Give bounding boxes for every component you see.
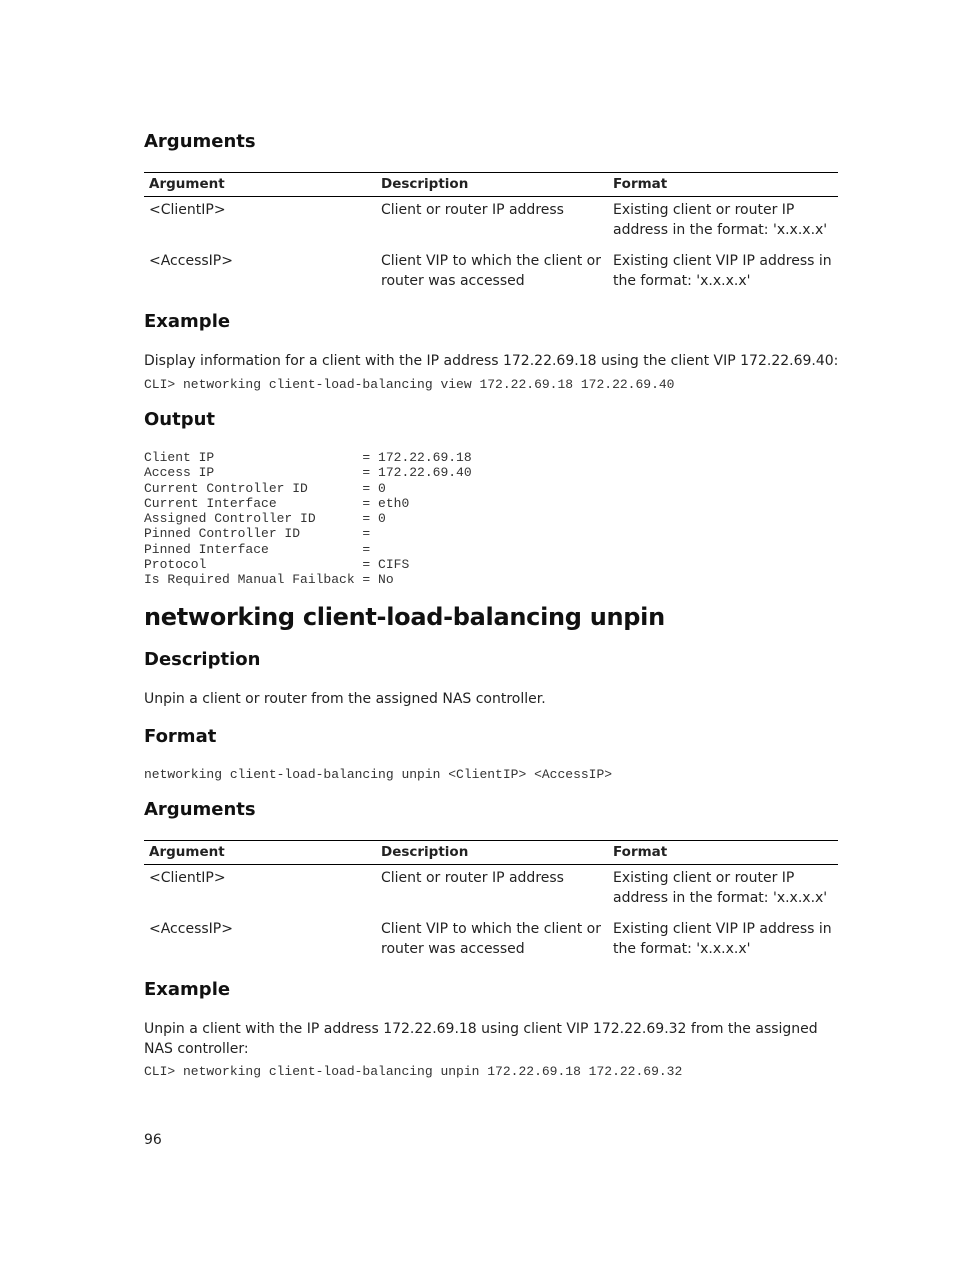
column-header: Argument	[144, 173, 376, 197]
table-cell: Existing client VIP IP address in the format: 'x.x.x.x'	[613, 921, 832, 957]
example-description: Display information for a client with the IP address 172.22.69.18 using the client VIP 172.22.69.40:	[144, 353, 839, 369]
table-row	[144, 916, 838, 967]
page-number: 96	[144, 1132, 162, 1148]
column-header: Argument	[144, 841, 376, 865]
description-text: Unpin a client or router from the assigned NAS controller.	[144, 691, 546, 707]
table-row	[144, 197, 838, 249]
table-header-row	[144, 841, 838, 865]
table-cell: Client or router IP address	[381, 870, 564, 886]
format-heading: Format	[144, 726, 217, 747]
arguments-heading: Arguments	[144, 131, 256, 152]
example-heading: Example	[144, 979, 231, 1000]
table-cell: <ClientIP>	[149, 870, 226, 886]
arguments-heading: Arguments	[144, 799, 256, 820]
description-heading: Description	[144, 649, 261, 670]
table-cell: <AccessIP>	[149, 253, 233, 269]
table-header-row	[144, 173, 838, 197]
column-header: Format	[608, 841, 838, 865]
arguments-table	[144, 840, 838, 967]
column-header: Description	[376, 173, 608, 197]
page-title: networking client-load-balancing unpin	[144, 603, 665, 631]
column-header: Description	[376, 841, 608, 865]
table-cell: Existing client VIP IP address in the format: 'x.x.x.x'	[613, 253, 832, 289]
example-command: CLI> networking client-load-balancing unpin 172.22.69.18 172.22.69.32	[144, 1064, 683, 1079]
table-cell: <AccessIP>	[149, 921, 233, 937]
table-row	[144, 865, 838, 917]
output-heading: Output	[144, 409, 216, 430]
example-heading: Example	[144, 311, 231, 332]
table-cell: <ClientIP>	[149, 202, 226, 218]
output-block: Client IP = 172.22.69.18 Access IP = 172.22.69.40 Current Controller ID = 0 Current Interface = eth0 Assigned Controller ID = 0 Pinned Controller ID = Pinned Interface = Protocol = CIFS Is Required Manual Failback = No	[144, 450, 472, 588]
table-cell: Existing client or router IP address in the format: 'x.x.x.x'	[613, 202, 828, 238]
table-cell: Client VIP to which the client or router was accessed	[381, 253, 601, 289]
example-description: Unpin a client with the IP address 172.22.69.18 using client VIP 172.22.69.32 from the assigned NAS controller:	[144, 1021, 818, 1057]
table-cell: Client or router IP address	[381, 202, 564, 218]
format-command: networking client-load-balancing unpin <ClientIP> <AccessIP>	[144, 767, 613, 782]
table-row	[144, 248, 838, 299]
example-command: CLI> networking client-load-balancing view 172.22.69.18 172.22.69.40	[144, 377, 675, 392]
table-cell: Client VIP to which the client or router was accessed	[381, 921, 601, 957]
table-cell: Existing client or router IP address in the format: 'x.x.x.x'	[613, 870, 828, 906]
column-header: Format	[608, 173, 838, 197]
arguments-table	[144, 172, 838, 299]
